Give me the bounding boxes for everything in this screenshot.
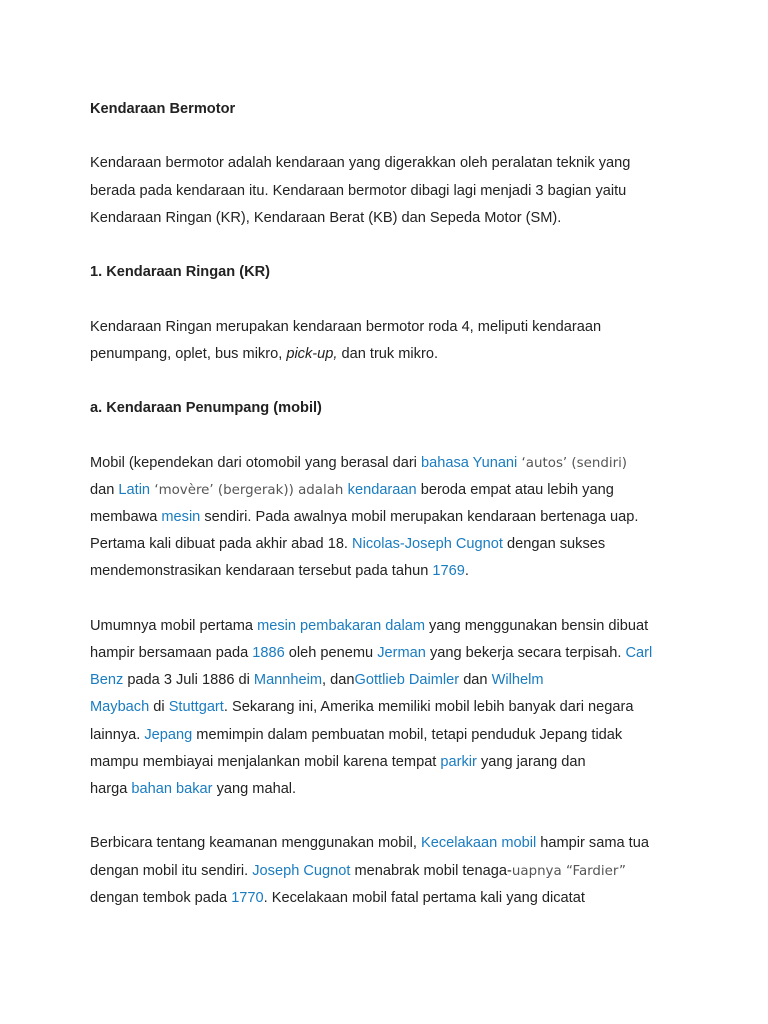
text-span: penumpang, oplet, bus mikro,: [90, 345, 287, 362]
text-span: hampir bersamaan pada: [90, 644, 253, 661]
emphasis-text: pick-up,: [286, 345, 338, 362]
section-heading-kendaraan-penumpang: a. Kendaraan Penumpang (mobil): [90, 400, 322, 417]
text-span: sendiri. Pada awalnya mobil merupakan kendaraan bertenaga uap.: [200, 508, 639, 525]
link-latin[interactable]: Latin: [118, 481, 151, 498]
link-nicolas-joseph-cugnot[interactable]: Nicolas-Joseph Cugnot: [352, 536, 503, 553]
text-span: yang mahal.: [212, 780, 297, 797]
text-span: dengan tembok pada: [90, 889, 232, 906]
text-span: lainnya.: [90, 726, 145, 743]
link-jerman[interactable]: Jerman: [377, 644, 426, 661]
link-kendaraan[interactable]: kendaraan: [347, 481, 417, 498]
text-span: dengan mobil itu sendiri.: [90, 862, 253, 879]
intro-line: Kendaraan Ringan (KR), Kendaraan Berat (KB) dan Sepeda Motor (SM).: [90, 209, 562, 226]
link-wilhelm-maybach[interactable]: Maybach: [90, 699, 150, 716]
link-mannheim[interactable]: Mannheim: [253, 672, 323, 689]
intro-line: Kendaraan bermotor adalah kendaraan yang digerakkan oleh peralatan teknik yang: [90, 155, 631, 172]
text-span: menabrak mobil tenaga-: [350, 862, 512, 879]
link-joseph-cugnot[interactable]: Joseph Cugnot: [252, 862, 351, 879]
text-span: yang bekerja secara terpisah.: [425, 644, 626, 661]
link-stuttgart[interactable]: Stuttgart: [168, 699, 224, 716]
text-span: di: [149, 699, 169, 716]
text-span: dengan sukses: [502, 536, 606, 553]
text-line: Kendaraan Ringan merupakan kendaraan bermotor roda 4, meliputi kendaraan: [90, 318, 602, 335]
link-1886[interactable]: 1886: [252, 644, 285, 661]
link-jepang[interactable]: Jepang: [144, 726, 193, 743]
text-span: ‘movère’ (bergerak)) adalah: [150, 482, 348, 498]
section-heading-kendaraan-ringan: 1. Kendaraan Ringan (KR): [90, 264, 271, 281]
text-span: mendemonstrasikan kendaraan tersebut pada tahun: [90, 563, 433, 580]
link-mesin[interactable]: mesin: [161, 508, 201, 525]
text-span: Pertama kali dibuat pada akhir abad 18.: [90, 536, 353, 553]
link-carl-benz[interactable]: Benz: [90, 672, 124, 689]
text-span: . Sekarang ini, Amerika memiliki mobil lebih banyak dari negara: [223, 699, 634, 716]
link-1769[interactable]: 1769: [432, 563, 465, 580]
text-span: Berbicara tentang keamanan menggunakan mobil,: [90, 835, 422, 852]
link-wilhelm-maybach[interactable]: Wilhelm: [491, 672, 544, 689]
kendaraan-ringan-paragraph: [90, 314, 690, 368]
link-gottlieb-daimler[interactable]: Gottlieb Daimler: [354, 672, 460, 689]
link-1770[interactable]: 1770: [231, 889, 264, 906]
text-span: uapnya “Fardier”: [511, 863, 626, 879]
link-mesin-pembakaran-dalam[interactable]: mesin pembakaran dalam: [257, 617, 425, 634]
text-span: harga: [90, 780, 132, 797]
mobil-paragraph: [90, 450, 690, 586]
text-span: dan truk mikro.: [337, 345, 439, 362]
document-title: Kendaraan Bermotor: [90, 101, 236, 117]
text-span: dan: [90, 481, 119, 498]
text-span: yang menggunakan bensin dibuat: [425, 617, 649, 634]
link-carl-benz[interactable]: Carl: [625, 644, 653, 661]
umumnya-paragraph: [90, 613, 690, 803]
text-span: pada 3 Juli 1886 di: [123, 672, 254, 689]
intro-line: berada pada kendaraan itu. Kendaraan bermotor dibagi lagi menjadi 3 bagian yaitu: [90, 182, 627, 199]
link-bahasa-yunani[interactable]: bahasa Yunani: [420, 454, 518, 471]
text-span: , dan: [322, 672, 355, 689]
text-span: oleh penemu: [284, 644, 378, 661]
text-span: dan: [459, 672, 492, 689]
text-span: . Kecelakaan mobil fatal pertama kali yang dicatat: [263, 889, 585, 906]
text-span: yang jarang dan: [476, 753, 586, 770]
link-kecelakaan-mobil[interactable]: Kecelakaan mobil: [421, 835, 537, 852]
berbicara-paragraph: [90, 830, 690, 912]
text-span: membawa: [90, 508, 162, 525]
document-page: [90, 96, 690, 912]
text-span: hampir sama tua: [536, 835, 649, 852]
text-span: ‘autos’ (sendiri): [517, 455, 628, 471]
text-span: .: [464, 563, 469, 580]
text-span: Mobil (kependekan dari otomobil yang berasal dari: [90, 454, 421, 471]
link-bahan-bakar[interactable]: bahan bakar: [131, 780, 213, 797]
text-span: mampu membiayai menjalankan mobil karena tempat: [90, 753, 441, 770]
link-parkir[interactable]: parkir: [440, 753, 477, 770]
intro-paragraph: [90, 150, 690, 232]
text-span: memimpin dalam pembuatan mobil, tetapi penduduk Jepang tidak: [192, 726, 623, 743]
text-span: beroda empat atau lebih yang: [416, 481, 614, 498]
text-span: Umumnya mobil pertama: [90, 617, 258, 634]
